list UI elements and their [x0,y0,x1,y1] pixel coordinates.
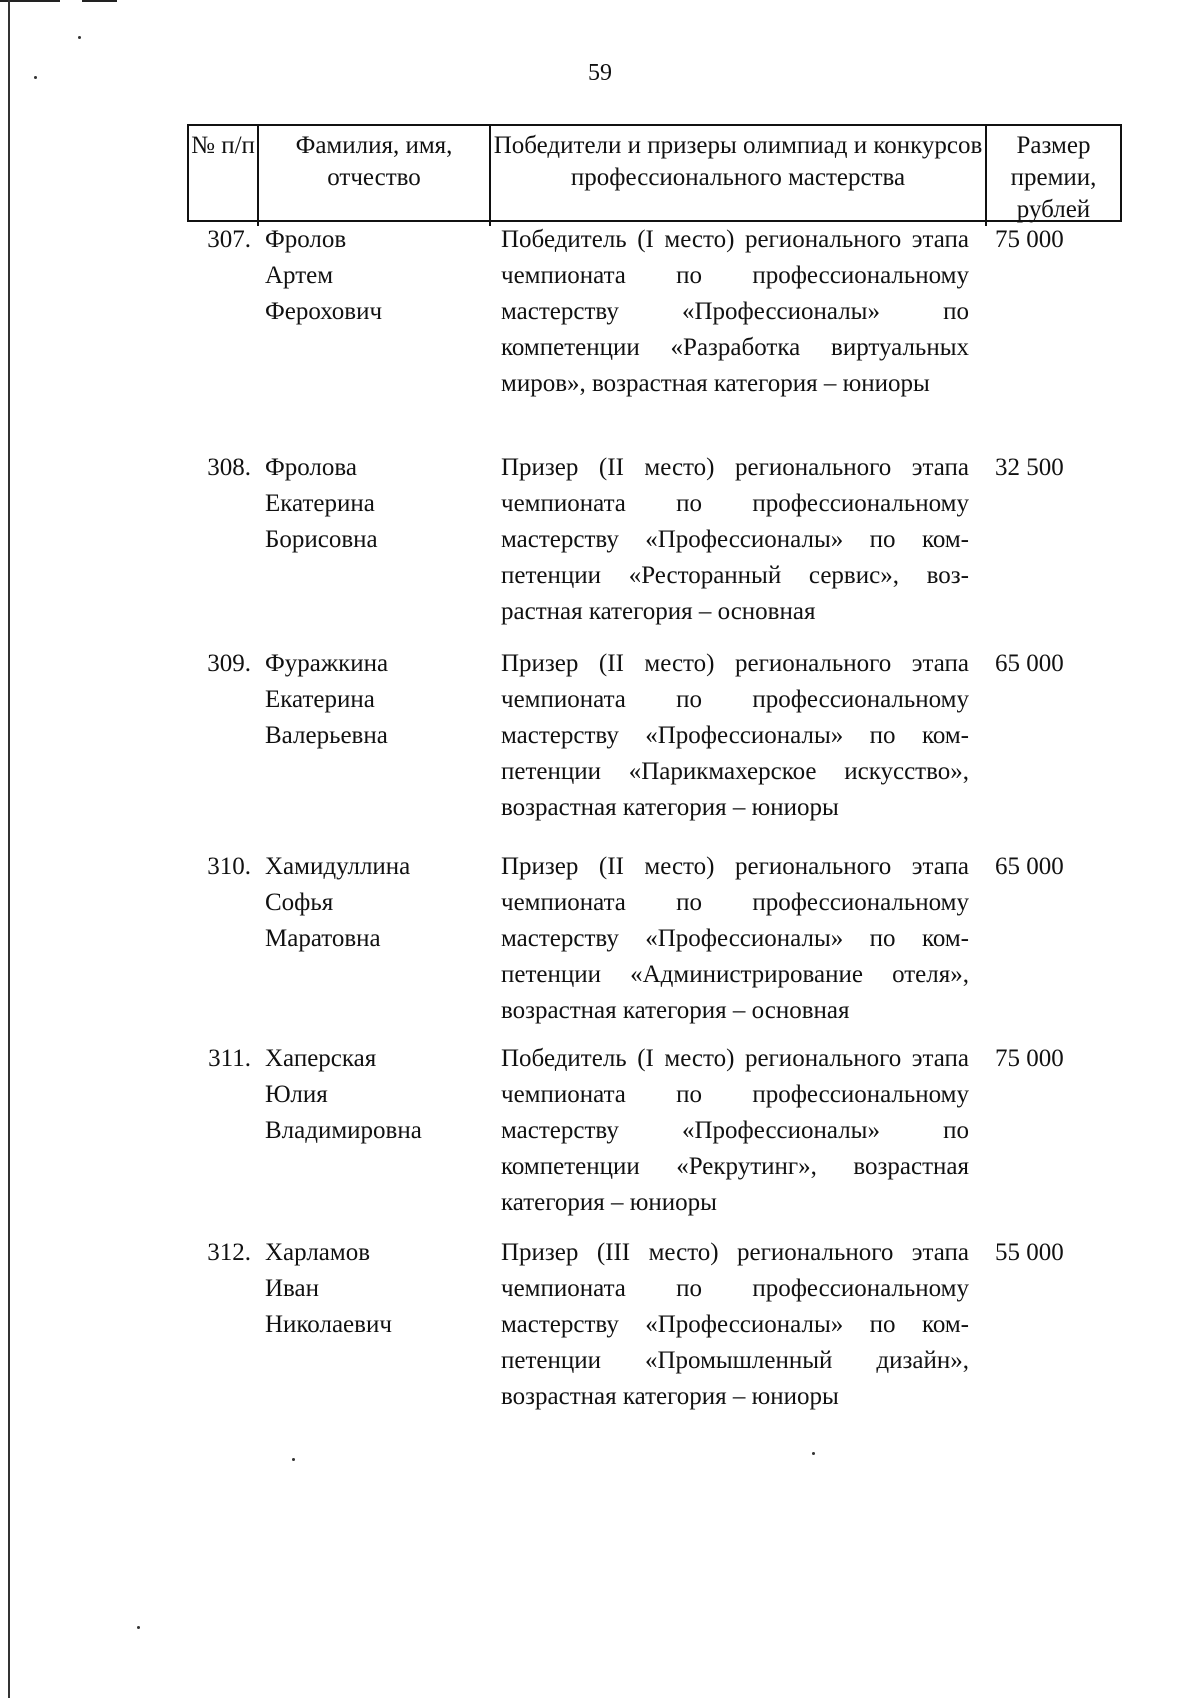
scan-edge [8,0,10,1698]
first-name: Юлия [265,1081,328,1108]
achievement-description: Призер (II место) регионального этапа чемпионата по профессиональному мастерству «Профессионалы» по компетенции «Ресторанный сервис», возрастная категория – основная [501,454,969,625]
surname: Фролов [265,226,347,253]
row-number: 311. [208,1045,251,1072]
full-name [257,1235,489,1425]
header-number: № п/п [189,126,259,226]
table-row [187,222,1122,450]
table-row [187,646,1122,849]
award-amount: 65 000 [995,853,1064,880]
patronymic: Владимировна [265,1117,422,1144]
full-name [257,450,489,646]
achievement-description: Победитель (I место) регионального этапа чемпионата по профессиональному мастерству «Профессионалы» по компетенции «Разработка виртуальных миров», возрастная категория – юниоры [501,226,969,397]
scan-speck [78,36,81,39]
achievement-description: Призер (III место) регионального этапа чемпионата по профессиональному мастерству «Профессионалы» по компетенции «Промышленный дизайн», возрастная категория – юниоры [501,1239,969,1410]
scan-edge [82,0,117,2]
patronymic: Борисовна [265,526,378,553]
row-number: 308. [207,454,251,481]
table-header [187,124,1122,222]
header-amount: Размер премии, рублей [1010,132,1097,223]
page-number: 59 [588,60,612,86]
achievement-description: Победитель (I место) регионального этапа чемпионата по профессиональному мастерству «Профессионалы» по компетенции «Рекрутинг», возрастная категория – юниоры [501,1045,969,1216]
surname: Фуражкина [265,650,389,677]
surname: Харламов [265,1239,371,1266]
achievement-description: Призер (II место) регионального этапа чемпионата по профессиональному мастерству «Профессионалы» по компетенции «Администрирование отеля», возрастная категория – основная [501,853,969,1024]
patronymic: Ферохович [265,298,383,325]
surname: Хаперская [265,1045,377,1072]
row-number: 307. [207,226,251,253]
table-row [187,1235,1122,1425]
achievement-description: Призер (II место) регионального этапа чемпионата по профессиональному мастерству «Профессионалы» по компетенции «Парикмахерское искусство», возрастная категория – юниоры [501,650,969,821]
full-name [257,222,489,450]
patronymic: Валерьевна [265,722,388,749]
award-amount: 75 000 [995,1045,1064,1072]
table-body [187,222,1122,1425]
full-name [257,646,489,849]
row-number: 309. [207,650,251,677]
patronymic: Николаевич [265,1311,392,1338]
table-row [187,849,1122,1041]
award-amount: 32 500 [995,454,1064,481]
full-name [257,849,489,1041]
first-name: Екатерина [265,490,375,517]
first-name: Екатерина [265,686,375,713]
header-name: Фамилия, имя, отчество [259,126,491,226]
first-name: Иван [265,1275,320,1302]
surname: Хамидуллина [265,853,411,880]
row-number: 312. [207,1239,251,1266]
award-amount: 55 000 [995,1239,1064,1266]
scan-speck [292,1458,295,1461]
table-row [187,1041,1122,1235]
first-name: Артем [265,262,334,289]
scan-speck [812,1452,815,1455]
patronymic: Маратовна [265,925,381,952]
award-amount: 65 000 [995,650,1064,677]
header-achievement: Победители и призеры олимпиад и конкурсов профессионального мастерства [491,126,987,226]
award-amount: 75 000 [995,226,1064,253]
scan-speck [137,1626,140,1629]
table-row [187,450,1122,646]
first-name: Софья [265,889,334,916]
full-name [257,1041,489,1235]
surname: Фролова [265,454,357,481]
row-number: 310. [207,853,251,880]
